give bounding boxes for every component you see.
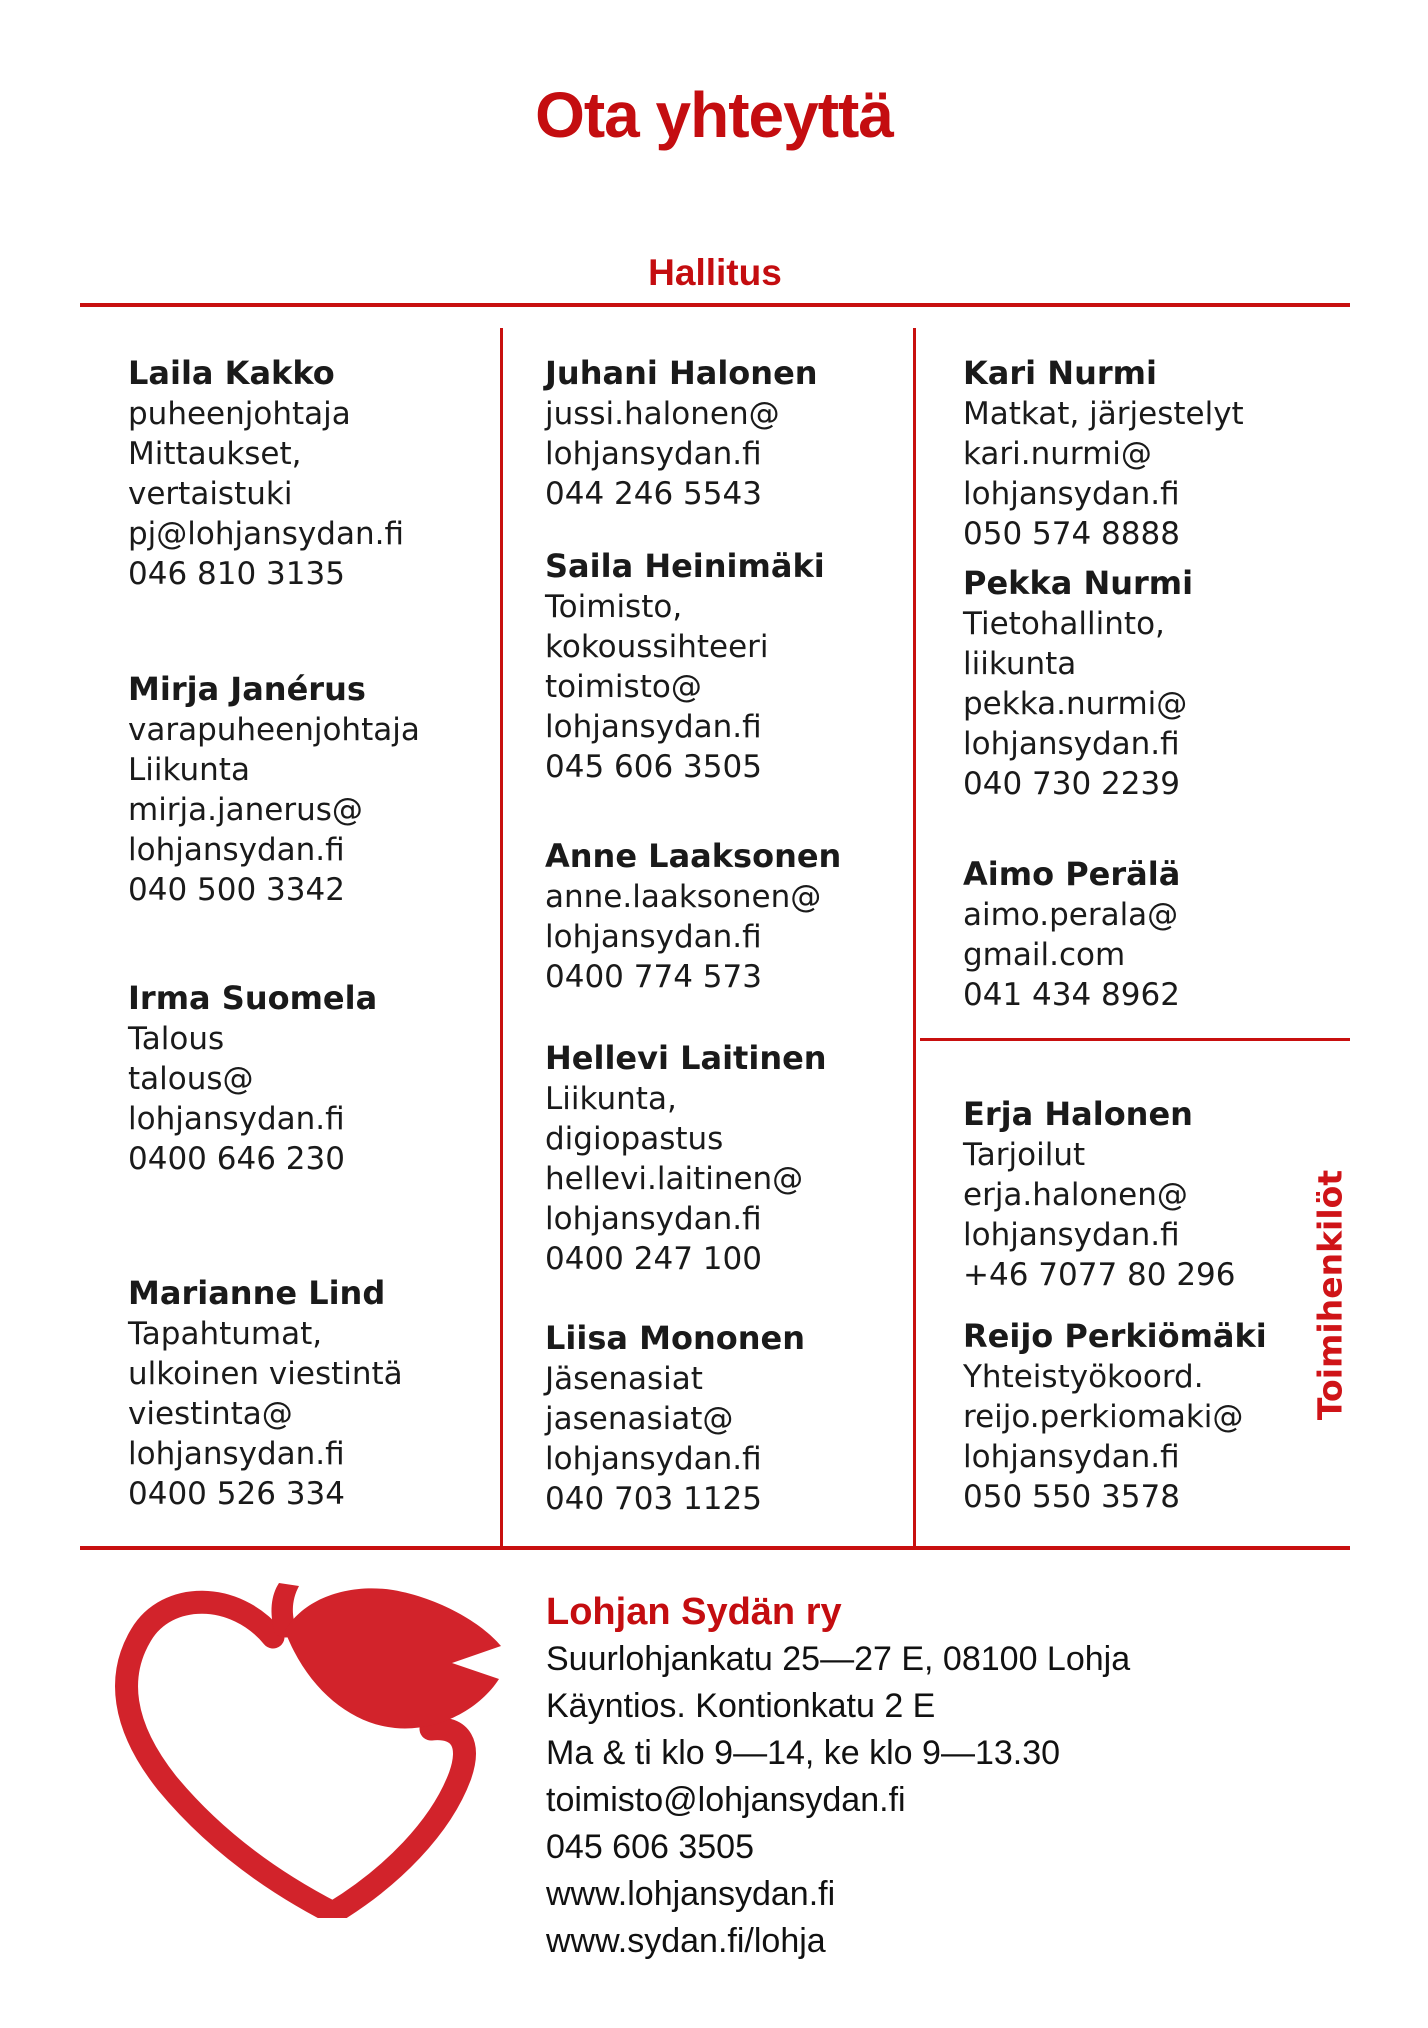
contact-line: lohjansydan.fi (128, 1436, 345, 1472)
contact-line: Matkat, järjestelyt (963, 396, 1244, 432)
board-heading: Hallitus (648, 252, 782, 293)
contact-entry (963, 352, 1343, 554)
contact-entry (963, 853, 1343, 1015)
contact-line: gmail.com (963, 937, 1126, 973)
contact-entry (128, 1272, 508, 1514)
contact-name: Reijo Perkiömäki (963, 1317, 1267, 1355)
contact-line: +46 7077 80 296 (963, 1257, 1236, 1293)
contact-name: Saila Heinimäki (545, 547, 825, 585)
contact-line: jasenasiat@ (545, 1401, 734, 1437)
contact-entry (545, 1317, 925, 1519)
contact-line: ulkoinen viestintä (128, 1356, 403, 1392)
contact-line: varapuheenjohtaja (128, 712, 420, 748)
contact-line: lohjansydan.fi (963, 726, 1180, 762)
contact-line: Tietohallinto, (963, 606, 1165, 642)
contact-entry (128, 352, 508, 594)
contact-entry (545, 835, 925, 997)
contact-line: lohjansydan.fi (545, 436, 762, 472)
contact-name: Mirja Janérus (128, 670, 366, 708)
contact-line: lohjansydan.fi (128, 1101, 345, 1137)
contact-line: toimisto@ (545, 669, 702, 705)
contact-line: lohjansydan.fi (963, 1217, 1180, 1253)
staff-vertical-label: Toimihenkilöt (1310, 1169, 1350, 1421)
contact-line: 046 810 3135 (128, 556, 345, 592)
contact-line: Talous (128, 1021, 225, 1057)
contact-line: 045 606 3505 (545, 749, 762, 785)
contact-entry (963, 1093, 1343, 1295)
contact-name: Hellevi Laitinen (545, 1039, 827, 1077)
contact-line: puheenjohtaja (128, 396, 351, 432)
contact-line: Toimisto, (545, 589, 683, 625)
contact-line: hellevi.laitinen@ (545, 1161, 804, 1197)
contact-line: liikunta (963, 646, 1077, 682)
footer-line: www.sydan.fi/lohja (546, 1922, 826, 1960)
contact-line: lohjansydan.fi (545, 919, 762, 955)
contact-line: 041 434 8962 (963, 977, 1180, 1013)
contact-name: Liisa Mononen (545, 1319, 805, 1357)
contact-line: 040 500 3342 (128, 872, 345, 908)
footer-line: www.lohjansydan.fi (546, 1875, 836, 1913)
contact-line: lohjansydan.fi (545, 1201, 762, 1237)
footer-line: Suurlohjankatu 25—27 E, 08100 Lohja (546, 1640, 1131, 1678)
contact-entry (545, 1037, 925, 1279)
contact-name: Pekka Nurmi (963, 564, 1194, 602)
contact-line: 040 730 2239 (963, 766, 1180, 802)
contact-name: Anne Laaksonen (545, 837, 842, 875)
contact-line: anne.laaksonen@ (545, 879, 822, 915)
contact-entry (545, 545, 925, 787)
contact-line: Liikunta, (545, 1081, 677, 1117)
contact-line: erja.halonen@ (963, 1177, 1188, 1213)
contact-line: Jäsenasiat (545, 1361, 703, 1397)
contact-line: reijo.perkiomaki@ (963, 1399, 1244, 1435)
contact-entry (128, 977, 508, 1179)
contact-line: 0400 774 573 (545, 959, 762, 995)
contact-name: Juhani Halonen (545, 354, 818, 392)
contact-entry (963, 1315, 1343, 1517)
contact-entry (545, 352, 925, 514)
contact-line: 050 550 3578 (963, 1479, 1180, 1515)
contact-line: Tarjoilut (963, 1137, 1086, 1173)
contact-line: talous@ (128, 1061, 254, 1097)
contact-line: Mittaukset, (128, 436, 302, 472)
footer-contact-block (546, 1588, 1306, 1965)
contact-line: lohjansydan.fi (128, 832, 345, 868)
contact-line: 050 574 8888 (963, 516, 1180, 552)
contact-line: vertaistuki (128, 476, 293, 512)
contact-line: mirja.janerus@ (128, 792, 363, 828)
contact-line: jussi.halonen@ (545, 396, 780, 432)
contact-name: Irma Suomela (128, 979, 378, 1017)
footer-line: Ma & ti klo 9—14, ke klo 9—13.30 (546, 1734, 1061, 1772)
contact-line: 0400 526 334 (128, 1476, 345, 1512)
contact-line: lohjansydan.fi (545, 709, 762, 745)
contact-name: Laila Kakko (128, 354, 335, 392)
contact-name: Aimo Perälä (963, 855, 1181, 893)
contact-name: Marianne Lind (128, 1274, 386, 1312)
footer-line: Käyntios. Kontionkatu 2 E (546, 1687, 936, 1725)
contact-line: Tapahtumat, (128, 1316, 323, 1352)
contact-line: pekka.nurmi@ (963, 686, 1188, 722)
footer-org-name: Lohjan Sydän ry (546, 1591, 842, 1633)
footer-line: toimisto@lohjansydan.fi (546, 1781, 906, 1819)
contact-line: pj@lohjansydan.fi (128, 516, 404, 552)
contact-entry (128, 668, 508, 910)
contact-line: lohjansydan.fi (963, 1439, 1180, 1475)
contact-line: 0400 646 230 (128, 1141, 345, 1177)
contact-line: kokoussihteeri (545, 629, 769, 665)
contact-name: Kari Nurmi (963, 354, 1157, 392)
contact-name: Erja Halonen (963, 1095, 1193, 1133)
contact-line: viestinta@ (128, 1396, 293, 1432)
footer-line: 045 606 3505 (546, 1828, 754, 1866)
contact-line: kari.nurmi@ (963, 436, 1152, 472)
contact-line: lohjansydan.fi (963, 476, 1180, 512)
contact-entry (963, 562, 1343, 804)
contact-line: 0400 247 100 (545, 1241, 762, 1277)
contact-line: Yhteistyökoord. (963, 1359, 1204, 1395)
contact-line: lohjansydan.fi (545, 1441, 762, 1477)
heart-leaf-logo-icon (105, 1583, 505, 1918)
contact-line: digiopastus (545, 1121, 724, 1157)
page-title: Ota yhteyttä (535, 79, 893, 151)
contact-line: Liikunta (128, 752, 250, 788)
contact-line: aimo.perala@ (963, 897, 1179, 933)
contact-line: 040 703 1125 (545, 1481, 762, 1517)
contact-line: 044 246 5543 (545, 476, 762, 512)
